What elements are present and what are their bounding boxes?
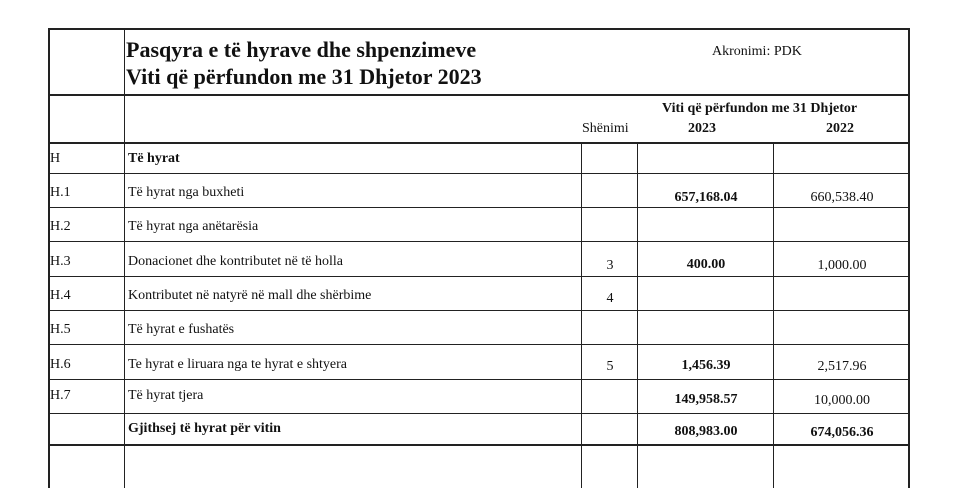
year-2023-header: 2023 [688, 121, 716, 136]
value-2023: 1,456.39 [681, 358, 731, 373]
row-label: Të hyrat e fushatës [128, 322, 235, 337]
year-2022-header: 2022 [826, 121, 854, 136]
row-code: H.2 [50, 219, 71, 234]
title-line-1: Pasqyra e të hyrave dhe shpenzimeve [126, 37, 477, 62]
row-rule [48, 413, 910, 414]
value-2022: 10,000.00 [814, 393, 870, 408]
rule-below-header [48, 142, 910, 144]
value-2023: 149,958.57 [674, 392, 738, 407]
note-ref: 3 [606, 258, 614, 273]
total-2023: 808,983.00 [674, 424, 738, 439]
acronym-label: Akronimi: PDK [712, 44, 802, 59]
row-label: Të hyrat nga buxheti [128, 185, 245, 200]
note-ref: 5 [606, 359, 614, 374]
row-label: Te hyrat e liruara nga te hyrat e shtyera [128, 357, 348, 372]
row-code: H.7 [50, 388, 71, 403]
value-2023: 400.00 [686, 257, 726, 272]
value-2023: 657,168.04 [674, 190, 738, 205]
row-label: Të hyrat nga anëtarësia [128, 219, 259, 234]
note-column-header: Shënimi [582, 121, 629, 136]
row-rule [48, 276, 910, 277]
row-code: H.6 [50, 357, 71, 372]
row-code: H.5 [50, 322, 71, 337]
total-label: Gjithsej të hyrat për vitin [128, 421, 281, 436]
value-2022: 1,000.00 [817, 258, 867, 273]
period-header: Viti që përfundon me 31 Dhjetor [662, 101, 858, 116]
row-label: Të hyrat tjera [128, 388, 204, 403]
total-2022: 674,056.36 [810, 425, 874, 440]
rule-below-title [48, 94, 910, 96]
value-2022: 660,538.40 [810, 190, 874, 205]
row-rule [48, 379, 910, 380]
value-2022: 2,517.96 [817, 359, 867, 374]
statement-title [126, 36, 482, 90]
col-rule-note [581, 142, 582, 488]
row-rule [48, 207, 910, 208]
row-code: H.3 [50, 254, 71, 269]
row-rule [48, 344, 910, 345]
row-rule [48, 310, 910, 311]
row-label: Kontributet në natyrë në mall dhe shërbime [128, 288, 372, 303]
row-label: Donacionet dhe kontributet në të holla [128, 254, 343, 269]
row-code: H [50, 151, 61, 166]
section-heading: Të hyrat [128, 151, 180, 166]
row-code: H.4 [50, 288, 71, 303]
row-code: H.1 [50, 185, 71, 200]
col-rule-label [124, 28, 125, 488]
row-rule [48, 241, 910, 242]
row-rule [48, 173, 910, 174]
note-ref: 4 [606, 291, 614, 306]
title-line-2: Viti që përfundon me 31 Dhjetor 2023 [126, 64, 482, 89]
total-rule [48, 444, 910, 446]
